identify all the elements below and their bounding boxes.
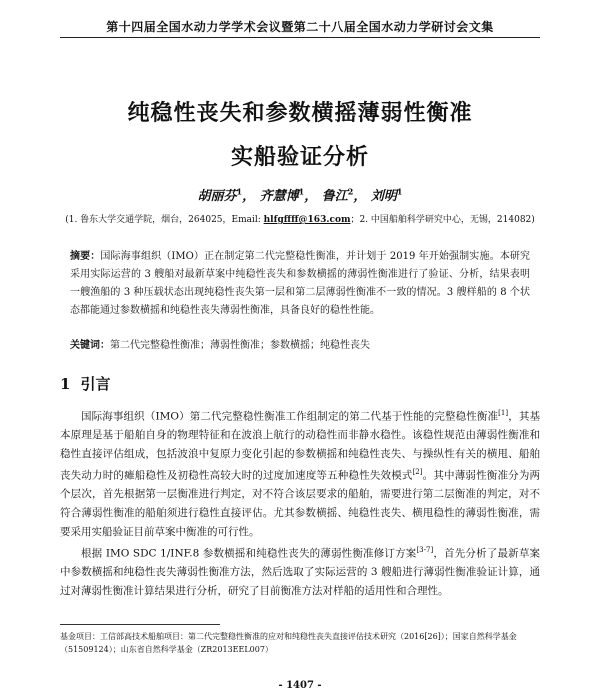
funding-footnote: 基金项目：工信部高技术船舶项目：第二代完整稳性衡准的应对和纯稳性丧失直接评估技术研究（2016[26]）；国家自然科学基金（51509124）；山东省自然科学基金（ZR2013EEL007） — [60, 632, 517, 654]
author-list: 胡丽芬$^1$， 齐慧博$^1$， 鲁江$^2$， 刘明$^1$ — [197, 186, 403, 204]
citation[interactable]: [1] — [498, 409, 509, 417]
author-email-link[interactable]: hlfgffff@163.com — [263, 215, 351, 225]
abstract-text: 国际海事组织（IMO）正在制定第二代完整稳性衡准，并计划于 2019 年开始强制实施。本研究采用实际运营的 3 艘船对最新草案中纯稳性丧失和参数横摇的薄弱性衡准进行了验证、分析，结果表明一艘渔船的 3 种压载状态出现纯稳性丧失第一层和第二层薄弱性衡准不一致的情况。3 艘样船的 8 个状态都能通过参数横摇和纯稳性丧失薄弱性衡准，具备良好的稳性性能。 — [70, 251, 530, 316]
paper-title-line-2: 实船验证分析 — [230, 145, 369, 170]
running-header: 第十四届全国水动力学学术会议暨第二十八届全国水动力学研讨会文集 — [106, 20, 494, 34]
header-rule — [60, 37, 540, 38]
section-number: 1 — [60, 375, 71, 393]
section-heading — [60, 373, 110, 394]
author: 齐慧博$^1$ — [259, 186, 305, 204]
citation[interactable]: [3-7] — [416, 546, 434, 555]
footnote-rule — [60, 624, 220, 625]
abstract-label: 摘要： — [70, 251, 101, 262]
author: 刘明$^1$ — [370, 186, 403, 204]
page-number: - 1407 - — [278, 680, 322, 691]
keywords — [70, 338, 530, 354]
section-title: 引言 — [80, 375, 111, 393]
keywords-label: 关键词： — [70, 340, 110, 351]
author: 鲁江$^2$ — [321, 186, 354, 204]
paragraph: 国际海事组织（IMO）第二代完整稳性衡准工作组制定的第二代基于性能的完整稳性衡准[1]，其基本原理是基于船舶自身的物理特征和在波浪上航行的动稳性而非静水稳性。该稳性规范由薄弱性衡准和稳性直接评估组成，包括波浪中复原力变化引起的参数横摇和纯稳性丧失、与操纵性有关的横甩、船舶丧失动力时的瘫船稳性及初稳性高较大时的过度加速度等五种稳性失效模式[2]。其中薄弱性衡准分为两个层次，首先根据第一层衡准进行判定，对不符合该层要求的船舶，需要进行第二层衡准的判定，对不符合薄弱性衡准的船舶须进行稳性直接评估。尤其参数横摇、纯稳性丧失、横甩稳性的薄弱性衡准，需要采用实船验证目前草案中衡准的可行性。 — [60, 409, 541, 538]
affiliation: (1. 鲁东大学交通学院，烟台，264025，Email: hlfgffff@163.com；2. 中国船舶科学研究中心，无锡，214082) — [65, 215, 535, 225]
abstract — [70, 248, 530, 320]
paper-title-line-1: 纯稳性丧失和参数横摇薄弱性衡准 — [127, 101, 473, 126]
body-text — [60, 404, 540, 600]
citation[interactable]: [2] — [412, 468, 423, 477]
paragraph: 根据 IMO SDC 1/INF.8 参数横摇和纯稳性丧失的薄弱性衡准修订方案[3-7]，首先分析了最新草案中参数横摇和纯稳性丧失薄弱性衡准方法，然后选取了实际运营的 3 艘船进行薄弱性衡准验证计算，通过对薄弱性衡准计算结果进行分析，研究了目前衡准方法对样船的适用性和合理性。 — [60, 546, 541, 597]
author: 胡丽芬$^1$ — [197, 186, 243, 204]
keywords-text: 第二代完整稳性衡准；薄弱性衡准；参数横摇；纯稳性丧失 — [110, 340, 370, 351]
